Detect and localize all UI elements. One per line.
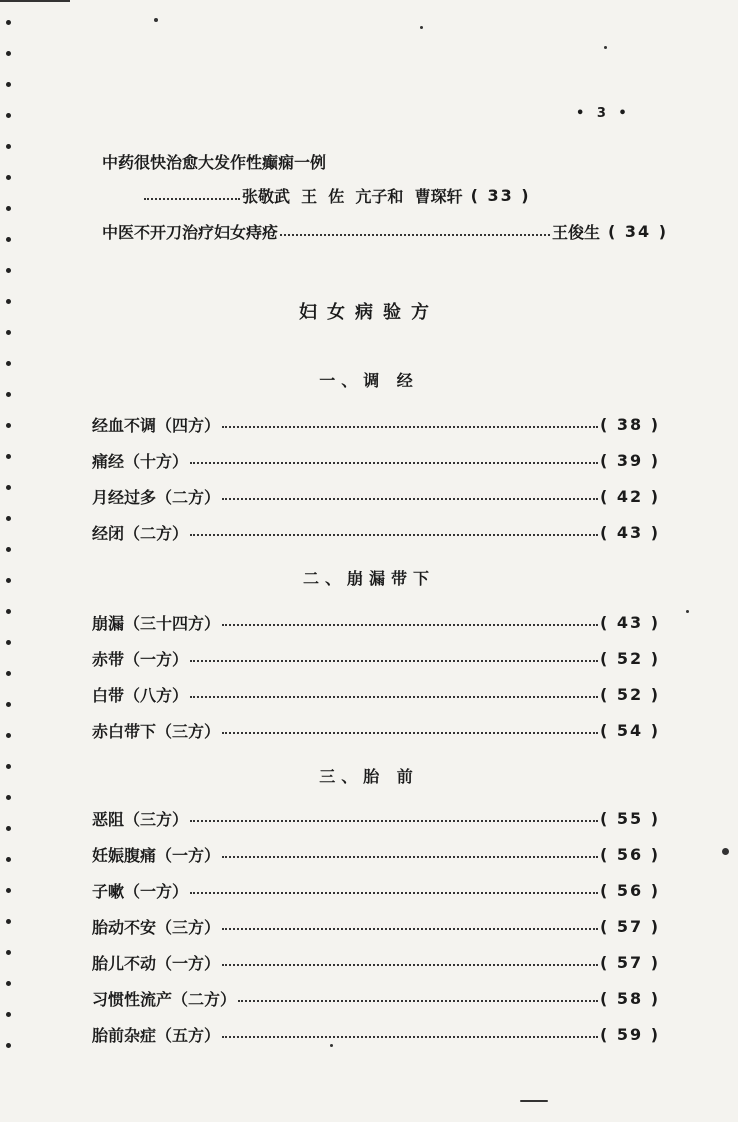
entry-title: 中药很快治愈大发作性癫痫一例 bbox=[102, 153, 327, 172]
binding-dot bbox=[6, 609, 11, 614]
scan-speck bbox=[154, 18, 158, 22]
entry-authors-line bbox=[142, 184, 668, 207]
binding-dot bbox=[6, 144, 11, 149]
toc-row bbox=[92, 980, 660, 1016]
binding-dots bbox=[4, 20, 14, 1100]
binding-dot bbox=[6, 1012, 11, 1017]
binding-dot bbox=[6, 206, 11, 211]
toc-row bbox=[92, 442, 660, 478]
binding-dot bbox=[6, 454, 11, 459]
entry-line bbox=[102, 220, 668, 243]
toc-label: 痛经（十方） bbox=[92, 451, 189, 471]
toc-row bbox=[92, 944, 660, 980]
toc-row bbox=[92, 406, 660, 442]
toc-page: ( 43 ) bbox=[599, 522, 660, 542]
scan-speck bbox=[0, 0, 70, 2]
binding-dot bbox=[6, 857, 11, 862]
dot-leader bbox=[222, 1036, 598, 1038]
entry-page: ( 33 ) bbox=[470, 186, 531, 205]
entry-author: 王俊生 bbox=[551, 223, 600, 242]
dot-leader bbox=[190, 660, 598, 662]
main-heading: 妇女病验方 bbox=[299, 302, 439, 323]
toc-row bbox=[92, 800, 660, 836]
page-number: • 3 • bbox=[576, 106, 631, 121]
binding-dot bbox=[6, 237, 11, 242]
toc-label: 白带（八方） bbox=[92, 685, 189, 705]
toc-page: ( 55 ) bbox=[599, 808, 660, 828]
binding-dot bbox=[6, 888, 11, 893]
toc-label: 崩漏（三十四方） bbox=[92, 613, 221, 633]
toc-page: ( 39 ) bbox=[599, 450, 660, 470]
dot-leader bbox=[144, 198, 240, 200]
toc-section-1 bbox=[92, 406, 660, 550]
dot-leader bbox=[190, 820, 598, 822]
binding-dot bbox=[6, 113, 11, 118]
dot-leader bbox=[190, 462, 598, 464]
toc-page: ( 57 ) bbox=[599, 916, 660, 936]
dot-leader bbox=[222, 964, 598, 966]
binding-dot bbox=[6, 392, 11, 397]
toc-page: ( 52 ) bbox=[599, 648, 660, 668]
dot-leader bbox=[222, 498, 598, 500]
binding-dot bbox=[6, 423, 11, 428]
toc-label: 胎儿不动（一方） bbox=[92, 953, 221, 973]
binding-dot bbox=[6, 547, 11, 552]
toc-row bbox=[92, 1016, 660, 1052]
toc-row bbox=[92, 712, 660, 748]
toc-label: 月经过多（二方） bbox=[92, 487, 221, 507]
entry-page: ( 34 ) bbox=[607, 222, 668, 241]
toc-label: 胎前杂症（五方） bbox=[92, 1025, 221, 1045]
binding-dot bbox=[6, 795, 11, 800]
toc-page: ( 56 ) bbox=[599, 844, 660, 864]
toc-page: ( 59 ) bbox=[599, 1024, 660, 1044]
binding-dot bbox=[6, 175, 11, 180]
binding-dot bbox=[6, 330, 11, 335]
scan-speck bbox=[520, 1100, 548, 1102]
dot-leader bbox=[222, 624, 598, 626]
dot-leader bbox=[190, 534, 598, 536]
scan-speck bbox=[686, 610, 689, 613]
scan-speck bbox=[722, 848, 729, 855]
binding-dot bbox=[6, 950, 11, 955]
toc-label: 经闭（二方） bbox=[92, 523, 189, 543]
toc-page: ( 57 ) bbox=[599, 952, 660, 972]
entry-authors: 张敬武 王 佐 亢子和 曹琛轩 bbox=[242, 187, 463, 206]
toc-label: 胎动不安（三方） bbox=[92, 917, 221, 937]
toc-row bbox=[92, 676, 660, 712]
binding-dot bbox=[6, 826, 11, 831]
binding-dot bbox=[6, 361, 11, 366]
binding-dot bbox=[6, 981, 11, 986]
toc-label: 子嗽（一方） bbox=[92, 881, 189, 901]
dot-leader bbox=[222, 732, 598, 734]
binding-dot bbox=[6, 20, 11, 25]
scan-speck bbox=[330, 1044, 333, 1047]
toc-page: ( 43 ) bbox=[599, 612, 660, 632]
toc-page: ( 42 ) bbox=[599, 486, 660, 506]
toc-label: 赤白带下（三方） bbox=[92, 721, 221, 741]
scan-speck bbox=[420, 26, 423, 29]
dot-leader bbox=[190, 892, 598, 894]
section-heading: 一、调 经 bbox=[319, 371, 419, 390]
toc-row bbox=[92, 836, 660, 872]
toc-page: ( 58 ) bbox=[599, 988, 660, 1008]
binding-dot bbox=[6, 640, 11, 645]
binding-dot bbox=[6, 485, 11, 490]
binding-dot bbox=[6, 919, 11, 924]
toc-label: 习惯性流产（二方） bbox=[92, 989, 237, 1009]
binding-dot bbox=[6, 51, 11, 56]
binding-dot bbox=[6, 1043, 11, 1048]
toc-row bbox=[92, 514, 660, 550]
dot-leader bbox=[190, 696, 598, 698]
toc-page: ( 52 ) bbox=[599, 684, 660, 704]
toc-row bbox=[92, 604, 660, 640]
dot-leader bbox=[238, 1000, 598, 1002]
binding-dot bbox=[6, 82, 11, 87]
binding-dot bbox=[6, 671, 11, 676]
dot-leader bbox=[222, 856, 598, 858]
dot-leader bbox=[222, 426, 598, 428]
scan-speck bbox=[604, 46, 607, 49]
toc-page: ( 56 ) bbox=[599, 880, 660, 900]
section-heading: 三、胎 前 bbox=[319, 767, 419, 786]
toc-section-3 bbox=[92, 800, 660, 1052]
toc-page: ( 54 ) bbox=[599, 720, 660, 740]
binding-dot bbox=[6, 702, 11, 707]
binding-dot bbox=[6, 516, 11, 521]
toc-label: 恶阻（三方） bbox=[92, 809, 189, 829]
toc-page: ( 38 ) bbox=[599, 414, 660, 434]
toc-row bbox=[92, 908, 660, 944]
binding-dot bbox=[6, 733, 11, 738]
dot-leader bbox=[222, 928, 598, 930]
toc-row bbox=[92, 640, 660, 676]
binding-dot bbox=[6, 268, 11, 273]
toc-label: 赤带（一方） bbox=[92, 649, 189, 669]
toc-section-2 bbox=[92, 604, 660, 748]
toc-label: 经血不调（四方） bbox=[92, 415, 221, 435]
dot-leader bbox=[280, 234, 550, 236]
toc-row bbox=[92, 872, 660, 908]
entry-title: 中医不开刀治疗妇女痔疮 bbox=[102, 223, 279, 242]
toc-row bbox=[92, 478, 660, 514]
toc-label: 妊娠腹痛（一方） bbox=[92, 845, 221, 865]
section-heading: 二、崩漏带下 bbox=[302, 569, 435, 588]
